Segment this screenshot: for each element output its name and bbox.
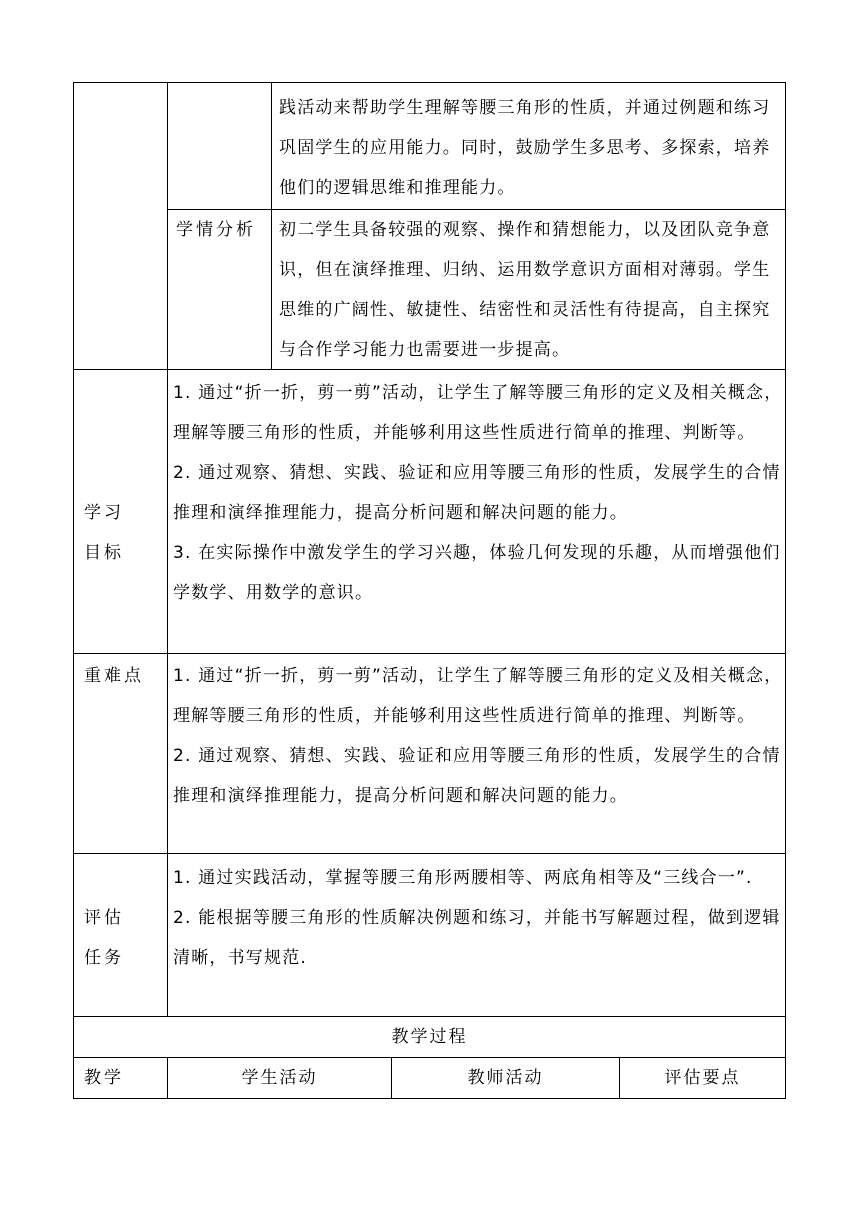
objective-item: 3. 在实际操作中激发学生的学习兴趣，体验几何发现的乐趣，从而增强他们学数学、用数学的意识。: [173, 543, 781, 603]
key-point-item: 1. 通过“折一折，剪一剪”活动，让学生了解等腰三角形的定义及相关概念，理解等腰三角形的性质，并能够利用这些性质进行简单的推理、判断等。: [173, 666, 783, 726]
table-border-top: [73, 82, 786, 83]
process-header-student-cell: [168, 1058, 391, 1098]
process-header-assessment-cell: [620, 1058, 785, 1098]
objective-item: 2. 通过观察、猜想、实践、验证和应用等腰三角形的性质，发展学生的合情推理和演绎推理能力，提高分析问题和解决问题的能力。: [173, 463, 781, 523]
process-header-teacher: 教师活动: [467, 1068, 544, 1088]
learning-analysis-label: 学情分析: [176, 220, 256, 240]
process-title: 教学过程: [391, 1027, 468, 1047]
process-title-cell: [74, 1017, 785, 1057]
process-header-stage: 教学: [84, 1068, 124, 1088]
learning-analysis-cell: [279, 210, 783, 370]
objective-item: 1. 通过“折一折，剪一剪”活动，让学生了解等腰三角形的定义及相关概念，理解等腰三角形的性质，并能够利用这些性质进行简单的推理、判断等。: [173, 383, 783, 443]
method-text: 践活动来帮助学生理解等腰三角形的性质，并通过例题和练习巩固学生的应用能力。同时，鼓励学生多思考、多探索，培养他们的逻辑思维和推理能力。: [279, 98, 771, 198]
objectives-label-line2: 目标: [84, 543, 124, 563]
key-point-item: 2. 通过观察、猜想、实践、验证和应用等腰三角形的性质，发展学生的合情推理和演绎推理能力，提高分析问题和解决问题的能力。: [173, 746, 781, 806]
key-points-cell: [173, 656, 783, 816]
assessment-label-line2: 任务: [84, 948, 124, 968]
assessment-label-line1: 评估: [84, 908, 124, 928]
assessment-cell: [173, 858, 783, 978]
key-points-label: 重难点: [84, 666, 144, 686]
row-divider: [73, 853, 786, 854]
process-header-teacher-cell: [392, 1058, 619, 1098]
row-divider: [73, 653, 786, 654]
process-header-assessment: 评估要点: [664, 1068, 741, 1088]
assessment-item: 2. 能根据等腰三角形的性质解决例题和练习，并能书写解题过程，做到逻辑清晰，书写规范.: [173, 908, 781, 968]
process-header-student: 学生活动: [241, 1068, 318, 1088]
learning-analysis-text: 初二学生具备较强的观察、操作和猜想能力，以及团队竞争意识，但在演绎推理、归纳、运用数学意识方面相对薄弱。学生思维的广阔性、敏捷性、结密性和灵活性有待提高，自主探究与合作学习能力也需要进一步提高。: [279, 220, 771, 360]
objectives-label-line1: 学习: [84, 503, 124, 523]
method-text-cell: [279, 88, 783, 208]
column-divider: [167, 82, 168, 1017]
table-border-right: [785, 82, 786, 1099]
column-divider: [271, 82, 272, 370]
table-border-left: [73, 82, 74, 1099]
objectives-cell: [173, 373, 783, 613]
assessment-item: 1. 通过实践活动，掌握等腰三角形两腰相等、两底角相等及“三线合一”.: [173, 868, 753, 888]
table-border-bottom: [73, 1098, 786, 1099]
